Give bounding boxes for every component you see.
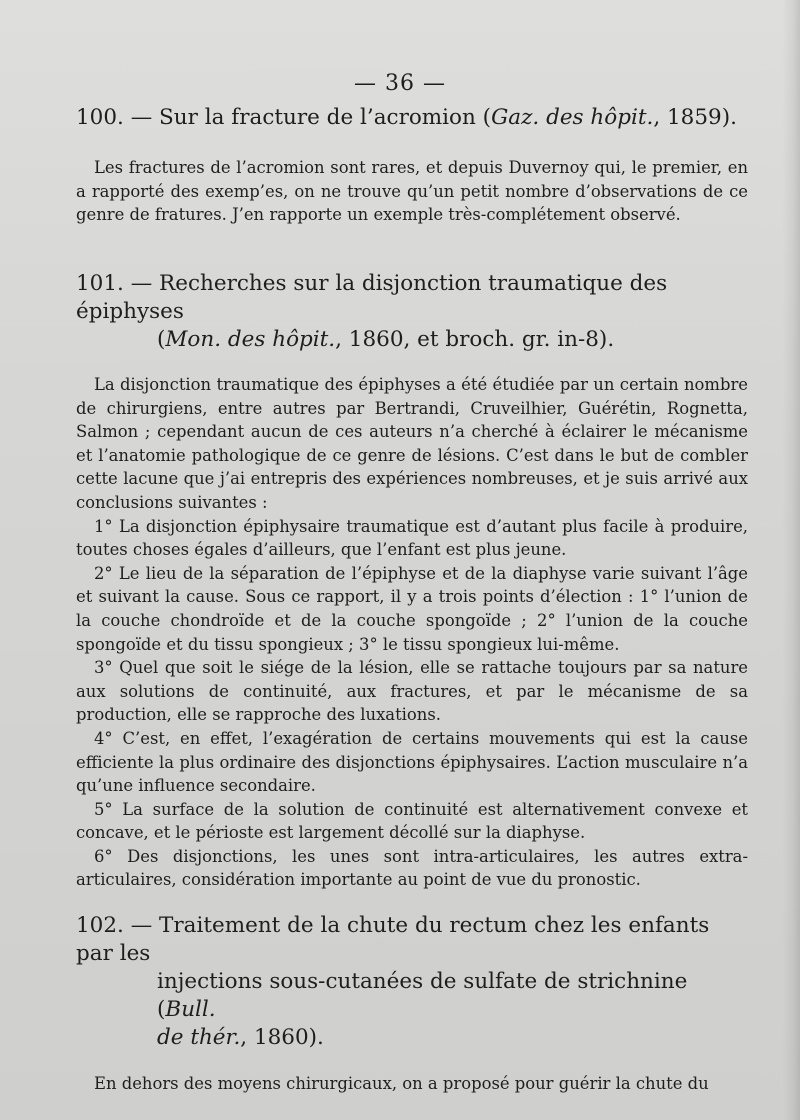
section-heading (76, 270, 748, 354)
heading-citation: Mon. des hôpit. (165, 327, 336, 352)
page-number: — 36 — (354, 71, 446, 96)
section-100 (76, 104, 748, 227)
heading-continuation (76, 968, 748, 1024)
paragraph: 3° Quel que soit le siége de la lésion, elle se rattache toujours par sa nature aux solutions de continuité, aux fractures, et par le mécanisme de sa production, elle se rapproche des luxations. (76, 658, 748, 725)
heading-line-2: injections sous-cutanées de sulfate de strichnine ( (157, 969, 688, 1022)
section-101 (76, 270, 748, 892)
section-body (76, 373, 748, 892)
paragraph: 1° La disjonction épiphysaire traumatique est d’autant plus facile à produire, toutes choses égales d’ailleurs, que l’enfant est plus jeune. (76, 516, 748, 560)
heading-continuation: (Mon. des hôpit., 1860, et broch. gr. in-8). (157, 327, 615, 352)
heading-citation: de thér. (157, 1025, 241, 1050)
paragraph: Les fractures de l’acromion sont rares, et depuis Duvernoy qui, le premier, en a rapporté des exemp’es, on ne trouve qu’un petit nombre d’observations de ce genre de fratures. J’en rapporte un exemple très-complétement observé. (76, 158, 748, 225)
section-number: 102. (76, 913, 124, 938)
section-body (76, 156, 748, 227)
paragraph: 5° La surface de la solution de continuité est alternativement convexe et concave, et le périoste est largement décollé sur la diaphyse. (76, 799, 748, 843)
paragraph: 6° Des disjonctions, les unes sont intra-articulaires, les autres extra-articulaires, considération importante au point de vue du pronostic. (76, 846, 748, 890)
section-number: 101. (76, 271, 124, 296)
section-heading (76, 104, 748, 132)
page-edge-shadow (782, 0, 800, 1120)
heading-year: , 1859). (653, 105, 737, 130)
paragraph: En dehors des moyens chirurgicaux, on a proposé pour guérir la chute du (94, 1074, 709, 1093)
paragraph: 4° C’est, en effet, l’exagération de certains mouvements qui est la cause efficiente la plus ordinaire des disjonctions épiphysaires. L’action musculaire n’a qu’une influence secondaire. (76, 728, 748, 796)
heading-text: — Recherches sur la disjonction traumatique des épiphyses (76, 271, 668, 324)
heading-text: — Sur la fracture de l’acromion ( (130, 105, 492, 130)
heading-continuation (76, 1024, 748, 1052)
heading-citation: Gaz. des hôpit. (491, 105, 654, 130)
heading-citation-rest: , 1860). (240, 1025, 324, 1050)
paragraph: La disjonction traumatique des épiphyses a été étudiée par un certain nombre de chirurgiens, entre autres par Bertrandi, Cruveilhier, Guérétin, Rognetta, Salmon ; cependant aucun de ces auteurs n’a cherché à éclairer le mécanisme et l’anatomie pathologique de ce genre de lésions. C’est dans le but de combler cette lacune que j’ai entrepris des expériences nombreuses, et je suis arrivé aux conclusions suivantes : (76, 375, 748, 512)
paragraph: 2° Le lieu de la séparation de l’épiphyse et de la diaphyse varie suivant l’âge et suivant la cause. Sous ce rapport, il y a trois points d’élection : 1° l’union de la couche chondroïde et de la couche spongoïde ; 2° l’union de la couche spongoïde et du tissu spongieux ; 3° le tissu spongieux lui-même. (76, 563, 748, 654)
section-102 (76, 912, 748, 1096)
section-body (76, 1072, 748, 1096)
section-heading (76, 912, 748, 1052)
section-number: 100. (76, 105, 124, 130)
heading-text: — Traitement de la chute du rectum chez les enfants par les (76, 913, 710, 966)
heading-citation-rest: , 1860, et broch. gr. in-8). (335, 327, 615, 352)
heading-citation: Bull. (165, 997, 216, 1022)
